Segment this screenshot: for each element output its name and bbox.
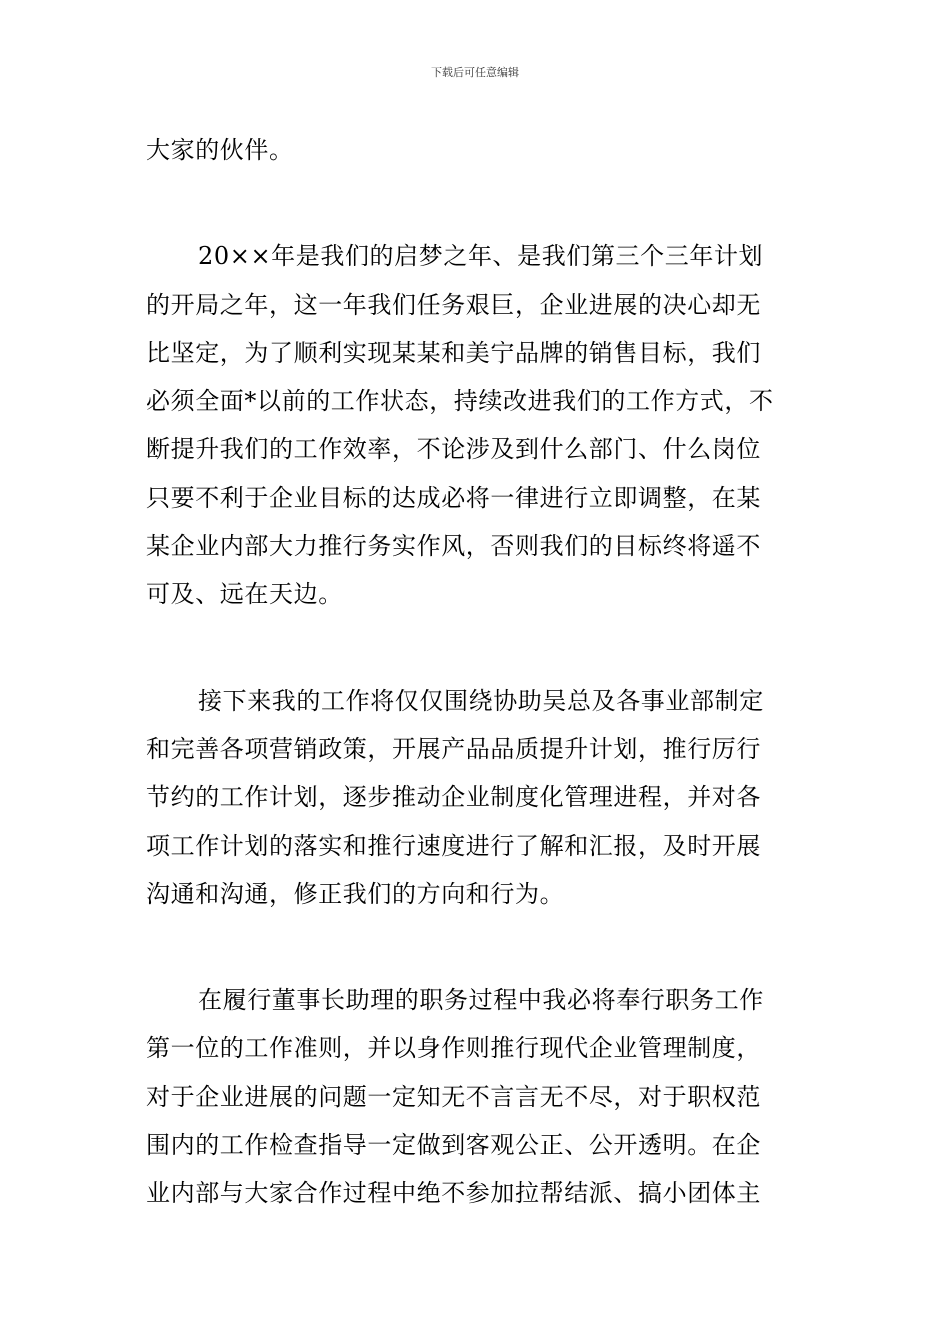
text-line: 围内的工作检查指导一定做到客观公正、公开透明。在企 bbox=[146, 1131, 761, 1160]
text-line: 对于企业进展的问题一定知无不言言无不尽，对于职权范 bbox=[146, 1082, 761, 1111]
paragraph-gap bbox=[146, 174, 806, 232]
text-line: 第一位的工作准则，并以身作则推行现代企业管理制度， bbox=[146, 1034, 761, 1063]
paragraph-3 bbox=[146, 677, 806, 918]
text-line: 必须全面*以前的工作状态，持续改进我们的工作方式，不 bbox=[146, 387, 774, 416]
text-line: 业内部与大家合作过程中绝不参加拉帮结派、搞小团体主 bbox=[146, 1179, 761, 1208]
text-line: 项工作计划的落实和推行速度进行了解和汇报，及时开展 bbox=[146, 831, 761, 860]
text-line: 在履行董事长助理的职务过程中我必将奉行职务工作 bbox=[198, 986, 764, 1015]
text-line: 20××年是我们的启梦之年、是我们第三个三年计划 bbox=[198, 242, 764, 271]
text-line: 某企业内部大力推行务实作风，否则我们的目标终将遥不 bbox=[146, 532, 761, 561]
text-line: 比坚定，为了顺利实现某某和美宁品牌的销售目标，我们 bbox=[146, 338, 761, 367]
text-line: 接下来我的工作将仅仅围绕协助吴总及各事业部制定 bbox=[198, 686, 764, 715]
text-line: 节约的工作计划，逐步推动企业制度化管理进程，并对各 bbox=[146, 783, 761, 812]
paragraph-1 bbox=[146, 126, 806, 174]
paragraph-4 bbox=[146, 976, 806, 1217]
text-line: 和完善各项营销政策，开展产品品质提升计划，推行厉行 bbox=[146, 734, 761, 763]
document-body bbox=[146, 126, 806, 1218]
text-line: 可及、远在天边。 bbox=[146, 580, 343, 609]
text-line: 沟通和沟通，修正我们的方向和行为。 bbox=[146, 879, 565, 908]
paragraph-gap bbox=[146, 619, 806, 677]
paragraph-2 bbox=[146, 232, 806, 618]
text-line: 断提升我们的工作效率，不论涉及到什么部门、什么岗位 bbox=[146, 435, 761, 464]
text-line: 的开局之年，这一年我们任务艰巨，企业进展的决心却无 bbox=[146, 290, 761, 319]
page-header: 下载后可任意编辑 bbox=[431, 66, 519, 79]
text-line: 只要不利于企业目标的达成必将一律进行立即调整，在某 bbox=[146, 483, 761, 512]
paragraph-gap bbox=[146, 918, 806, 976]
text-line: 大家的伙伴。 bbox=[146, 136, 294, 164]
